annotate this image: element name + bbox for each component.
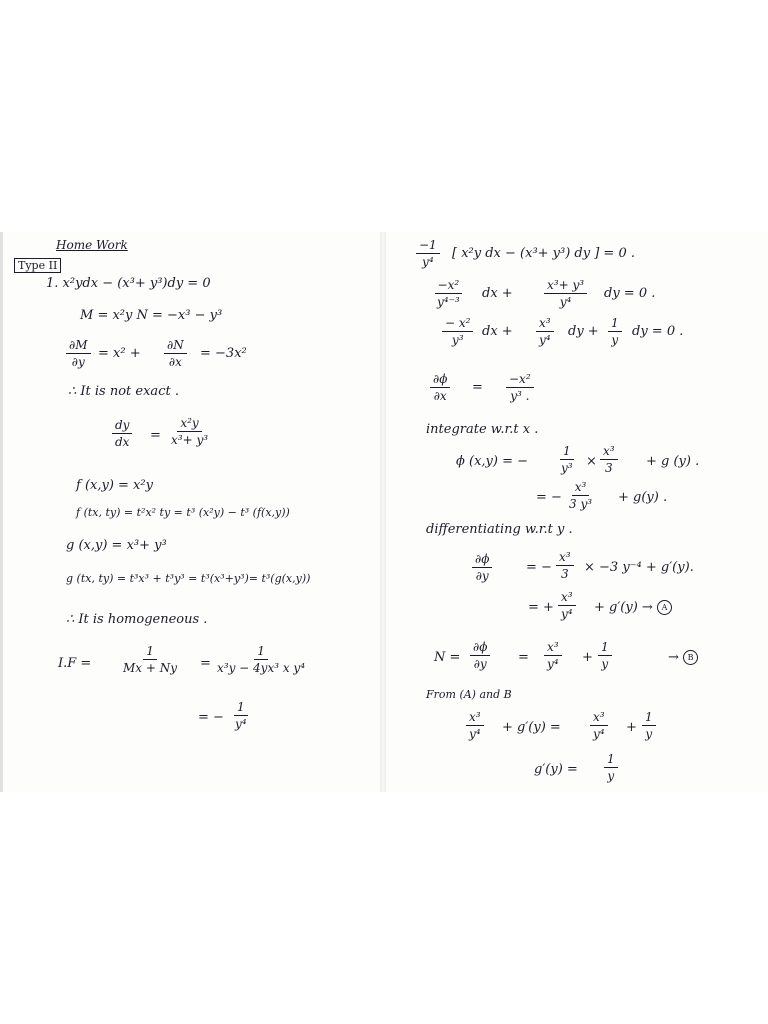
fraction-denominator: x³y − 4yx³ x y⁴ bbox=[217, 661, 306, 675]
if-fraction-2 bbox=[214, 644, 308, 675]
g-definition: g (x,y) = x³+ y³ bbox=[66, 538, 167, 553]
split-term-2 bbox=[536, 316, 554, 347]
fraction-numerator: ∂ϕ bbox=[430, 372, 450, 388]
fraction-numerator: ∂ϕ bbox=[472, 552, 492, 568]
fraction-denominator: y bbox=[645, 727, 653, 741]
partial-phi-y-term bbox=[556, 550, 574, 581]
partial-phi-y bbox=[472, 552, 492, 583]
fraction-numerator: x³ bbox=[466, 710, 484, 726]
fraction-numerator: −1 bbox=[416, 238, 440, 254]
g-prime-fraction bbox=[604, 752, 618, 783]
fraction-numerator: x³ bbox=[558, 590, 576, 606]
split-end: dy = 0 . bbox=[632, 324, 684, 339]
phi-g-term: + g (y) . bbox=[646, 454, 700, 469]
phi-term-1 bbox=[558, 444, 576, 475]
fraction-denominator: y⁴ bbox=[235, 717, 247, 731]
partial-phi-x bbox=[430, 372, 450, 403]
fraction-denominator: y⁴⁻³ bbox=[437, 295, 460, 309]
fraction-denominator: y⁴ bbox=[559, 295, 572, 309]
fraction-denominator: y³ . bbox=[510, 389, 530, 403]
compare-mid: + g′(y) = bbox=[502, 720, 561, 735]
fraction-denominator: 3 bbox=[560, 567, 569, 581]
if-label: I.F = bbox=[58, 656, 92, 671]
partial-phi-y-rest: × −3 y⁻⁴ + g′(y). bbox=[584, 560, 694, 575]
type-label: Type II bbox=[14, 258, 61, 273]
fraction-denominator: y⁴ bbox=[561, 607, 573, 621]
fraction-numerator: 1 bbox=[608, 316, 622, 332]
eq-a-rest bbox=[594, 600, 672, 615]
fraction-numerator: 1 bbox=[234, 700, 248, 716]
exact-term-2 bbox=[544, 278, 587, 309]
compare-term-3 bbox=[642, 710, 656, 741]
fraction-denominator: y⁴ bbox=[422, 255, 434, 269]
fraction-numerator: 1 bbox=[560, 444, 574, 460]
partial-n-fraction bbox=[164, 338, 187, 369]
fraction-numerator: −x² bbox=[435, 278, 463, 294]
g-homogeneity: g (tx, ty) = t³x³ + t³y³ = t³(x³+y³)= t³(g(x,y)) bbox=[66, 572, 311, 585]
plus-sign: + bbox=[582, 650, 593, 665]
equals-sign: = bbox=[472, 380, 483, 395]
fraction-denominator: ∂x bbox=[168, 355, 182, 369]
fraction-denominator: y⁴ bbox=[539, 333, 551, 347]
fraction-denominator: x³+ y³ bbox=[171, 433, 209, 447]
from-a-and-b: From (A) and B bbox=[426, 688, 512, 701]
fraction-denominator: ∂y bbox=[475, 569, 489, 583]
fraction-numerator: x³ bbox=[572, 480, 590, 496]
phi-term-2 bbox=[600, 444, 618, 475]
eq-a-text: + g′(y) → bbox=[594, 600, 653, 615]
f-homogeneity: f (tx, ty) = t²x² ty = t³ (x²y) − t³ (f(x,y)) bbox=[76, 506, 290, 519]
not-exact-statement: ∴ It is not exact . bbox=[68, 384, 179, 399]
if-fraction-1 bbox=[120, 644, 180, 675]
g-prime-result: g′(y) = bbox=[534, 762, 578, 777]
n-label: N = bbox=[434, 650, 461, 665]
fraction-numerator: 1 bbox=[598, 640, 612, 656]
exact-dx-plus: dx + bbox=[482, 286, 513, 301]
homework-heading: Home Work bbox=[56, 238, 128, 252]
compare-term-2 bbox=[590, 710, 608, 741]
phi-simplified-term bbox=[566, 480, 595, 511]
fraction-numerator: ∂ϕ bbox=[470, 640, 490, 656]
exact-term-1 bbox=[434, 278, 463, 309]
fraction-numerator: −x² bbox=[506, 372, 534, 388]
fraction-numerator: dy bbox=[112, 418, 132, 434]
if-result-fraction bbox=[232, 700, 250, 731]
arrow-icon: → bbox=[668, 650, 679, 665]
fraction-numerator: ∂M bbox=[66, 338, 91, 354]
plus-sign: + bbox=[626, 720, 637, 735]
equals-sign: = bbox=[518, 650, 529, 665]
partial-m-fraction bbox=[66, 338, 91, 369]
fraction-numerator: x³ bbox=[544, 640, 562, 656]
partial-m-value: = x² + bbox=[98, 346, 141, 361]
partial-n-value: = −3x² bbox=[200, 346, 247, 361]
fraction-numerator: x²y bbox=[177, 416, 201, 432]
split-term-3 bbox=[608, 316, 622, 347]
fraction-numerator: − x² bbox=[442, 316, 473, 332]
fraction-numerator: x³ bbox=[600, 444, 618, 460]
partial-phi-y-eq: = − bbox=[526, 560, 552, 575]
partial-phi-x-value bbox=[506, 372, 534, 403]
fraction-numerator: x³ bbox=[590, 710, 608, 726]
fraction-denominator: ∂x bbox=[433, 389, 447, 403]
multiplied-equation: [ x²y dx − (x³+ y³) dy ] = 0 . bbox=[452, 246, 635, 261]
fraction-denominator: y⁴ bbox=[469, 727, 481, 741]
exact-dy-end: dy = 0 . bbox=[604, 286, 656, 301]
phi-simplified-prefix: = − bbox=[536, 490, 562, 505]
fraction-numerator: 1 bbox=[143, 644, 157, 660]
n-term-2 bbox=[598, 640, 612, 671]
split-term-1 bbox=[442, 316, 473, 347]
times-sign: × bbox=[586, 454, 597, 469]
n-term-1 bbox=[544, 640, 562, 671]
fraction-denominator: y⁴ bbox=[547, 657, 559, 671]
split-dy-plus: dy + bbox=[568, 324, 599, 339]
compare-term-1 bbox=[466, 710, 484, 741]
fraction-denominator: y bbox=[607, 769, 615, 783]
ratio-fraction bbox=[168, 416, 211, 447]
fraction-numerator: 1 bbox=[254, 644, 268, 660]
fraction-denominator: dx bbox=[115, 435, 130, 449]
equation-m-n: M = x²y N = −x³ − y³ bbox=[80, 308, 223, 323]
fraction-denominator: 3 bbox=[604, 461, 613, 475]
fraction-denominator: Mx + Ny bbox=[123, 661, 178, 675]
equals-sign: = bbox=[200, 656, 211, 671]
page-edge bbox=[0, 232, 3, 792]
fraction-denominator: y³ bbox=[451, 333, 464, 347]
phi-lhs: ϕ (x,y) = − bbox=[456, 454, 528, 469]
label-a-circle: A bbox=[657, 600, 672, 615]
fraction-numerator: 1 bbox=[604, 752, 618, 768]
eq-b-arrow bbox=[668, 650, 698, 665]
fraction-numerator: x³ bbox=[536, 316, 554, 332]
left-page bbox=[0, 232, 383, 792]
integrate-step: integrate w.r.t x . bbox=[426, 422, 539, 437]
fraction-denominator: y bbox=[601, 657, 609, 671]
notebook-spread bbox=[0, 232, 768, 792]
fraction-numerator: x³ bbox=[556, 550, 574, 566]
homogeneous-statement: ∴ It is homogeneous . bbox=[66, 612, 208, 627]
fraction-denominator: 3 y³ bbox=[569, 497, 593, 511]
split-dx-plus: dx + bbox=[482, 324, 513, 339]
fraction-denominator: y⁴ bbox=[593, 727, 605, 741]
f-definition: f (x,y) = x²y bbox=[76, 478, 153, 493]
fraction-denominator: y³ bbox=[561, 461, 573, 475]
fraction-numerator: ∂N bbox=[164, 338, 187, 354]
type-label-box bbox=[14, 258, 61, 273]
multiplier-fraction bbox=[416, 238, 440, 269]
differentiate-step: differentiating w.r.t y . bbox=[426, 522, 573, 537]
fraction-denominator: y bbox=[611, 333, 619, 347]
if-result-prefix: = − bbox=[198, 710, 224, 725]
n-partial bbox=[470, 640, 490, 671]
fraction-numerator: 1 bbox=[642, 710, 656, 726]
dy-dx-fraction bbox=[112, 418, 132, 449]
eq-a-term bbox=[558, 590, 576, 621]
fraction-denominator: ∂y bbox=[71, 355, 85, 369]
fraction-denominator: ∂y bbox=[473, 657, 487, 671]
fraction-numerator: x³+ y³ bbox=[544, 278, 587, 294]
right-page bbox=[386, 232, 768, 792]
label-b-circle: B bbox=[683, 650, 698, 665]
equals-sign: = bbox=[150, 428, 161, 443]
eq-a-prefix: = + bbox=[528, 600, 554, 615]
phi-simplified-g: + g(y) . bbox=[618, 490, 668, 505]
equation-given: 1. x²ydx − (x³+ y³)dy = 0 bbox=[46, 276, 211, 291]
